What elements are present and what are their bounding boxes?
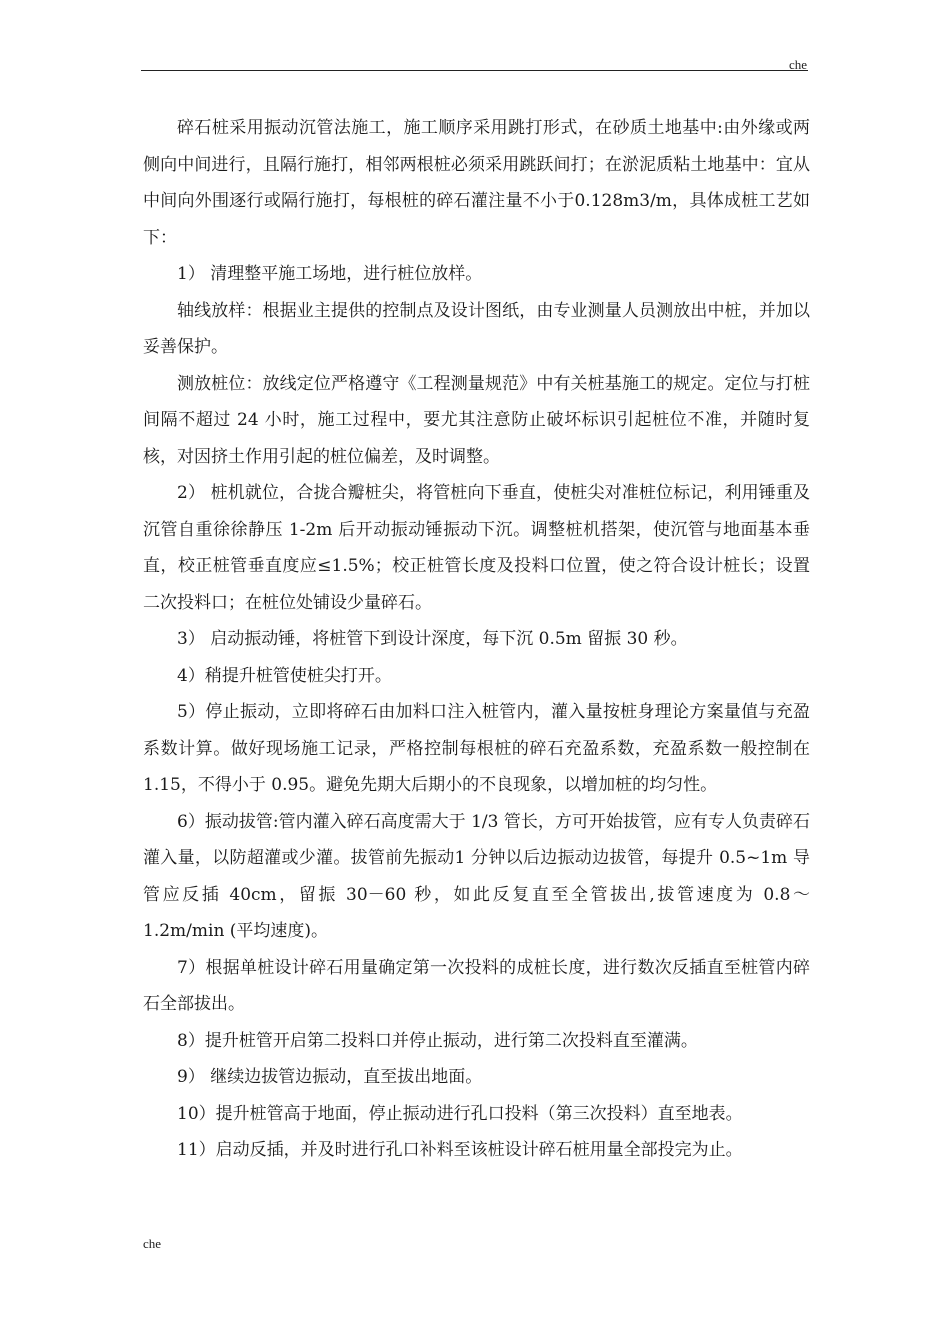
page-header: che — [788, 57, 807, 72]
paragraph-pile-position: 测放桩位：放线定位严格遵守《工程测量规范》中有关桩基施工的规定。定位与打桩间隔不超过 24 小时，施工过程中，要尤其注意防止破坏标识引起桩位不准，并随时复核，对因挤土作用引起的桩位偏差，及时调整。 — [143, 373, 810, 467]
paragraph-step-6: 6）振动拔管:管内灌入碎石高度需大于 1/3 管长，方可开始拔管，应有专人负责碎石灌入量，以防超灌或少灌。拔管前先振动1 分钟以后边振动边拔管，每提升 0.5~1m 导管应反插 40cm，留振 30－60 秒，如此反复直至全管拔出,拔管速度为 0.8～1.2m/min (平均速度)。 — [143, 811, 810, 941]
paragraph-step-3: 3） 启动振动锤，将桩管下到设计深度，每下沉 0.5m 留振 30 秒。 — [177, 629, 688, 649]
paragraph-axis-layout: 轴线放样：根据业主提供的控制点及设计图纸，由专业测量人员测放出中桩，并加以妥善保护。 — [143, 300, 810, 357]
paragraph-step-7: 7）根据单桩设计碎石用量确定第一次投料的成桩长度，进行数次反插直至桩管内碎石全部拔出。 — [143, 957, 810, 1014]
paragraph-step-10: 10）提升桩管高于地面，停止振动进行孔口投料（第三次投料）直至地表。 — [177, 1103, 743, 1124]
paragraph-step-4: 4）稍提升桩管使桩尖打开。 — [177, 665, 392, 686]
paragraph-intro: 碎石桩采用振动沉管法施工，施工顺序采用跳打形式，在砂质土地基中:由外缘或两侧向中间进行，且隔行施打，相邻两根桩必须采用跳跃间打；在淤泥质粘土地基中：宜从中间向外围逐行或隔行施打，每根桩的碎石灌注量不小于0.128m3/m，具体成桩工艺如下： — [143, 118, 810, 248]
paragraph-step-11: 11）启动反插，并及时进行孔口补料至该桩设计碎石桩用量全部投完为止。 — [177, 1140, 743, 1160]
paragraph-step-5: 5）停止振动，立即将碎石由加料口注入桩管内，灌入量按桩身理论方案量值与充盈系数计算。做好现场施工记录，严格控制每根桩的碎石充盈系数，充盈系数一般控制在 1.15，不得小于 0.95。避免先期大后期小的不良现象，以增加桩的均匀性。 — [143, 702, 810, 795]
document-body — [143, 110, 810, 1169]
paragraph-step-2: 2） 桩机就位，合拢合瓣桩尖，将管桩向下垂直，使桩尖对准桩位标记，利用锤重及沉管自重徐徐静压 1-2m 后开动振动锤振动下沉。调整桩机搭架，使沉管与地面基本垂直，校正桩管垂直度应≤1.5%；校正桩管长度及投料口位置，使之符合设计桩长；设置二次投料口；在桩位处铺设少量碎石。 — [143, 483, 810, 613]
paragraph-step-9: 9） 继续边拔管边振动，直至拔出地面。 — [177, 1067, 483, 1087]
page-footer: che — [143, 1236, 162, 1251]
paragraph-step-8: 8）提升桩管开启第二投料口并停止振动，进行第二次投料直至灌满。 — [177, 1030, 698, 1051]
header-rule — [141, 70, 808, 71]
paragraph-step-1: 1） 清理整平施工场地，进行桩位放样。 — [177, 264, 483, 284]
